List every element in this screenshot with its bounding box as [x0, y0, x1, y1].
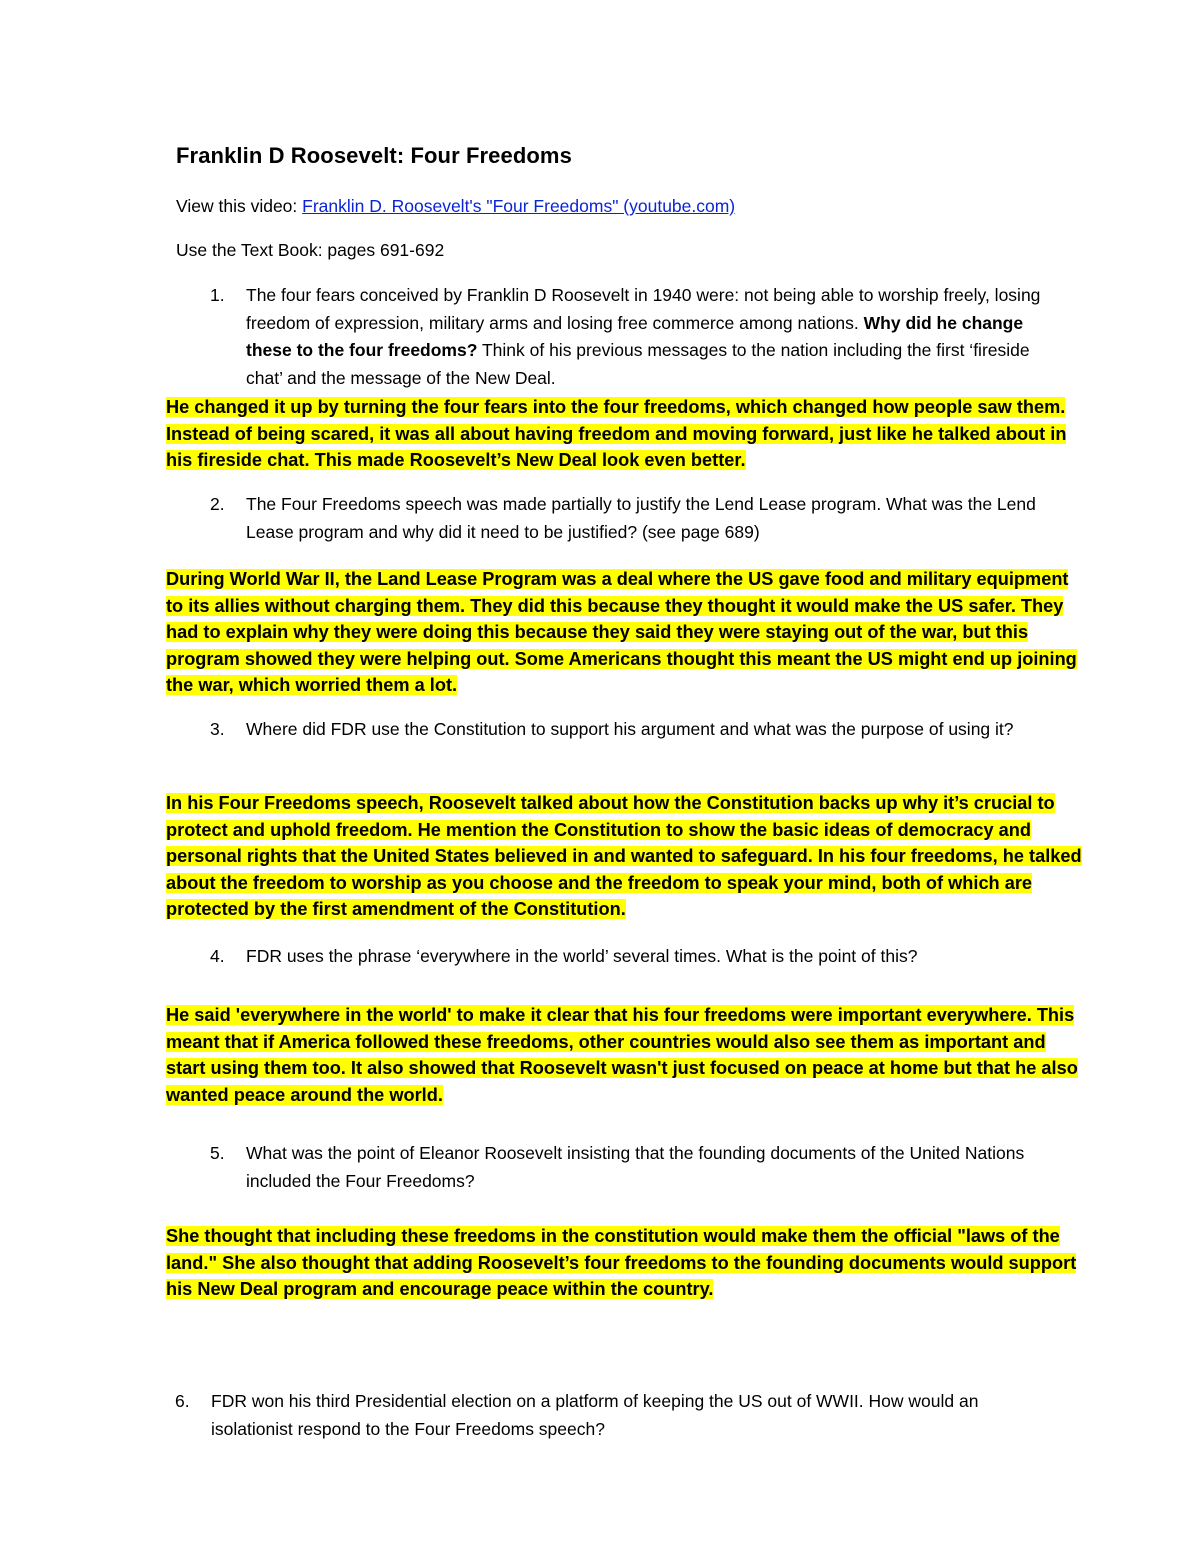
question-5 — [210, 1140, 1046, 1195]
question-text: FDR won his third Presidential election on a platform of keeping the US out of WWII. How would an isolationist respond to the Four Freedoms speech? — [211, 1391, 979, 1439]
question-number: 4. — [210, 946, 225, 966]
textbook-line: Use the Text Book: pages 691-692 — [176, 240, 445, 260]
answer-text: In his Four Freedoms speech, Roosevelt talked about how the Constitution backs up why it’s crucial to protect and uphold freedom. He mention the Constitution to show the basic ideas of democracy and personal rights that the United States believed in and wanted to safeguard. In his four freedoms, he talked about the freedom to worship as you choose and the freedom to speak your mind, both of which are protected by the first amendment of the Constitution. — [166, 793, 1082, 919]
answer-4 — [166, 1002, 1086, 1108]
question-2 — [210, 491, 1046, 546]
answer-2 — [166, 566, 1086, 699]
question-4 — [210, 943, 1046, 971]
video-line — [176, 196, 735, 217]
question-text: FDR uses the phrase ‘everywhere in the world’ several times. What is the point of this? — [246, 946, 918, 966]
answer-3 — [166, 790, 1086, 923]
question-text: The four fears conceived by Franklin D Roosevelt in 1940 were: not being able to worship freely, losing freedom of expression, military arms and losing free commerce among nations. — [246, 285, 1041, 333]
video-prefix: View this video: — [176, 196, 303, 216]
question-number: 2. — [210, 494, 225, 514]
question-text: Think of his previous messages to the nation including the first ‘fireside chat’ and the message of the New Deal. — [246, 340, 1030, 388]
question-3 — [210, 716, 1046, 744]
question-6 — [175, 1387, 1031, 1443]
question-number: 1. — [210, 285, 225, 305]
question-text: What was the point of Eleanor Roosevelt insisting that the founding documents of the United Nations included the Four Freedoms? — [246, 1143, 1025, 1191]
video-link[interactable]: Franklin D. Roosevelt's "Four Freedoms" (youtube.com) — [302, 196, 736, 216]
answer-text: During World War II, the Land Lease Program was a deal where the US gave food and military equipment to its allies without charging them. They did this because they thought it would make the US safer. They had to explain why they were doing this because they said they were staying out of the war, but this program showed they were helping out. Some Americans thought this meant the US might end up joining the war, which worried them a lot. — [166, 569, 1077, 695]
answer-text: She thought that including these freedoms in the constitution would make them the official "laws of the land." She also thought that adding Roosevelt’s four freedoms to the founding documents would support his New Deal program and encourage peace within the country. — [166, 1226, 1077, 1299]
question-text: The Four Freedoms speech was made partially to justify the Lend Lease program. What was the Lend Lease program and why did it need to be justified? (see page 689) — [246, 494, 1036, 542]
question-number: 5. — [210, 1143, 225, 1163]
answer-text: He changed it up by turning the four fears into the four freedoms, which changed how people saw them. Instead of being scared, it was all about having freedom and moving forward, just like he talked about in his fireside chat. This made Roosevelt’s New Deal look even better. — [166, 397, 1067, 470]
answer-text: He said 'everywhere in the world' to make it clear that his four freedoms were important everywhere. This meant that if America followed these freedoms, other countries would also see them as important and start using them too. It also showed that Roosevelt wasn't just focused on peace at home but that he also wanted peace around the world. — [166, 1005, 1078, 1105]
answer-5 — [166, 1223, 1086, 1303]
question-1 — [210, 282, 1046, 392]
question-bold-text: Why did he change these to the four freedoms? — [246, 312, 1024, 360]
question-number: 6. — [175, 1391, 190, 1411]
question-text: Where did FDR use the Constitution to support his argument and what was the purpose of using it? — [246, 719, 1014, 739]
question-number: 3. — [210, 719, 225, 739]
answer-1 — [166, 394, 1086, 474]
page-title: Franklin D Roosevelt: Four Freedoms — [176, 143, 572, 168]
